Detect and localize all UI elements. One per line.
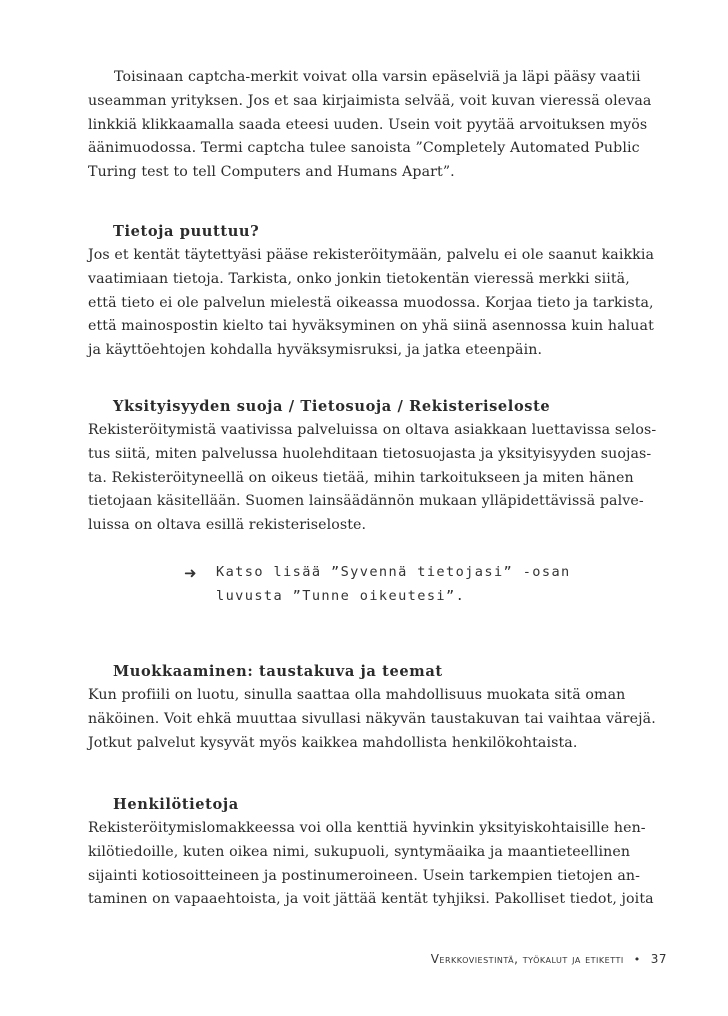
bullet-separator: • bbox=[633, 953, 641, 966]
arrow-right-icon: ➜ bbox=[184, 564, 197, 582]
text-line: että mainospostin kielto tai hyväksyminen on yhä siinä asennossa kuin haluat bbox=[88, 318, 654, 335]
paragraph-privacy bbox=[88, 419, 657, 538]
text-line: äänimuodossa. Termi captcha tulee sanoista ”Completely Automated Public bbox=[88, 140, 640, 157]
text-line: näköinen. Voit ehkä muuttaa sivullasi näkyvän taustakuvan tai vaihtaa värejä. bbox=[88, 710, 656, 727]
page-footer bbox=[431, 952, 667, 966]
text-line: tus siitä, miten palvelussa huolehditaan tietosuojasta ja yksityisyyden suojas- bbox=[88, 445, 652, 462]
paragraph-captcha-intro bbox=[88, 66, 652, 185]
text-line: Rekisteröitymislomakkeessa voi olla kenttiä hyvinkin yksityiskohtaisille hen- bbox=[88, 820, 646, 836]
see-more-note bbox=[184, 560, 571, 608]
text-line: Rekisteröitymistä vaativissa palveluissa on oltava asiakkaan luettavissa selos- bbox=[88, 422, 657, 438]
text-line: että tieto ei ole palvelun mielestä oikeassa muodossa. Korjaa tieto ja tarkista, bbox=[88, 294, 654, 311]
heading-missing-info: Tietoja puuttuu? bbox=[113, 223, 260, 240]
heading-privacy: Yksityisyyden suoja / Tietosuoja / Rekisteriseloste bbox=[113, 398, 551, 415]
text-line: linkkiä klikkaamalla saada eteesi uuden. Usein voit pyytää arvoituksen myös bbox=[88, 116, 648, 133]
text-line: tietojaan käsitellään. Suomen lainsäädännön mukaan ylläpidettävissä palve- bbox=[88, 493, 644, 510]
paragraph-missing-info bbox=[88, 244, 655, 363]
text-line: luissa on oltava esillä rekisteriseloste. bbox=[88, 517, 367, 534]
text-line: Kun profiili on luotu, sinulla saattaa olla mahdollisuus muokata sitä oman bbox=[88, 687, 626, 703]
paragraph-personal-info bbox=[88, 817, 654, 912]
note-line: Katso lisää ”Syvennä tietojasi” -osan bbox=[216, 564, 571, 580]
heading-personal-info: Henkilötietoja bbox=[113, 796, 239, 813]
text-line: vaatimiaan tietoja. Tarkista, onko jonkin tietokentän vieressä merkki siitä, bbox=[88, 270, 630, 287]
text-line: kilötiedoille, kuten oikea nimi, sukupuoli, syntymäaika ja maantieteellinen bbox=[88, 843, 631, 860]
text-line: sijainti kotiosoitteineen ja postinumeroineen. Usein tarkempien tietojen an- bbox=[88, 867, 641, 884]
text-line: Jotkut palvelut kysyvät myös kaikkea mahdollista henkilökohtaista. bbox=[88, 734, 578, 751]
page-number: 37 bbox=[650, 952, 667, 966]
note-line: luvusta ”Tunne oikeutesi”. bbox=[216, 588, 466, 604]
text-line: taminen on vapaaehtoista, ja voit jättää kentät tyhjiksi. Pakolliset tiedot, joita bbox=[88, 891, 654, 908]
heading-editing: Muokkaaminen: taustakuva ja teemat bbox=[113, 663, 443, 680]
text-line: ta. Rekisteröityneellä on oikeus tietää, mihin tarkoitukseen ja miten hänen bbox=[88, 469, 634, 486]
text-line: Turing test to tell Computers and Humans Apart”. bbox=[88, 164, 455, 181]
text-line: Jos et kentät täytettyäsi pääse rekisteröitymään, palvelu ei ole saanut kaikkia bbox=[88, 247, 655, 263]
paragraph-editing bbox=[88, 684, 656, 755]
text-line: ja käyttöehtojen kohdalla hyväksymisruksi, ja jatka eteenpäin. bbox=[88, 342, 543, 359]
text-line: useamman yrityksen. Jos et saa kirjaimista selvää, voit kuvan vieressä olevaa bbox=[88, 92, 652, 109]
text-line: Toisinaan captcha-merkit voivat olla varsin epäselviä ja läpi pääsy vaatii bbox=[114, 69, 641, 85]
chapter-title: Verkkoviestintä, työkalut ja etiketti bbox=[430, 952, 624, 966]
